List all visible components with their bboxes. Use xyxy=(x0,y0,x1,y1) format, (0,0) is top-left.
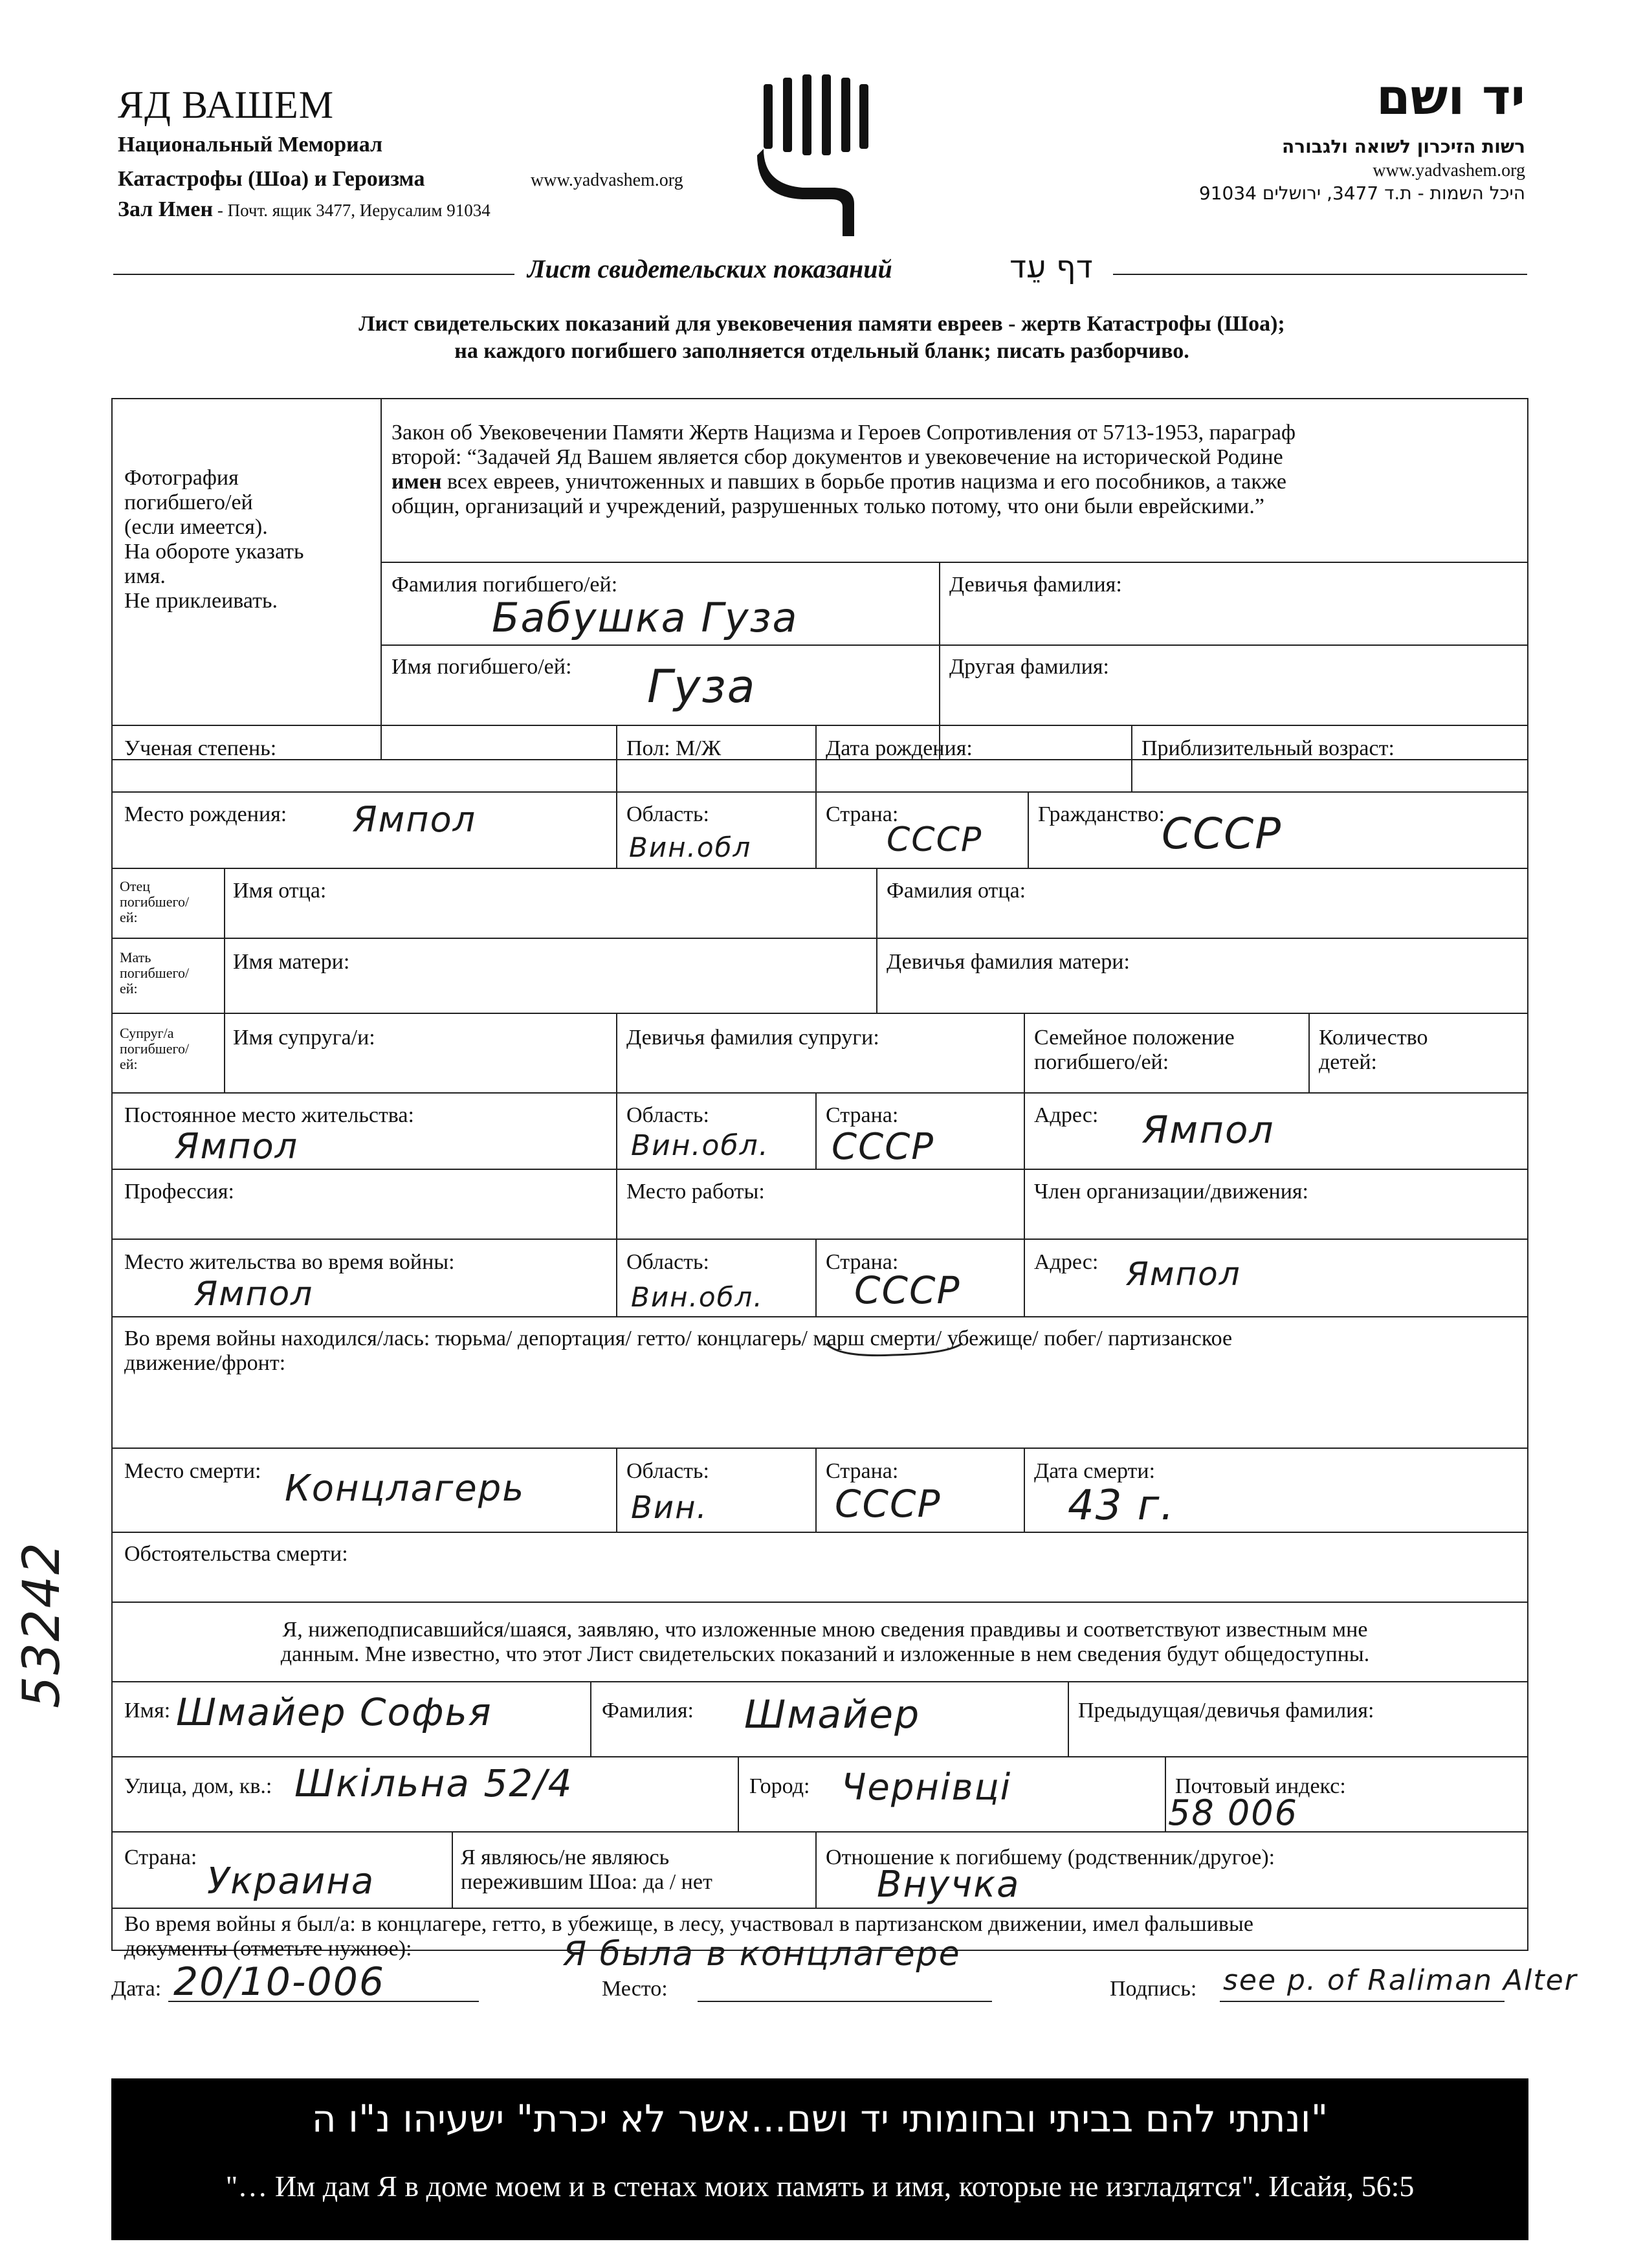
war-self-value: Я была в концлагере xyxy=(563,1935,961,1974)
war-self-label: Во время войны я был/а: в концлагере, гетто, в убежище, в лесу, участвовал в партизанском движении, имел фальшивые документы (отметьте нужное): xyxy=(124,1912,1253,1961)
org-name-he: יד ושם xyxy=(1376,68,1525,126)
org-line4: Зал Имен - Почт. ящик 3477, Иерусалим 91034 xyxy=(118,197,491,221)
death-date-value: 43 г. xyxy=(1068,1482,1175,1530)
death-date-label: Дата смерти: xyxy=(1034,1459,1156,1483)
sub-country-label: Страна: xyxy=(124,1845,197,1869)
postcode-label: Почтовый индекс: xyxy=(1175,1774,1346,1798)
sheet-title: Лист свидетельских показаний xyxy=(527,254,892,283)
org-url: www.yadvashem.org xyxy=(531,170,683,190)
title-rule-left xyxy=(113,274,514,275)
war-address-cell[interactable] xyxy=(1024,1239,1528,1317)
death-place-label: Место смерти: xyxy=(124,1459,261,1483)
war-status-label: Во время войны находился/лась: тюрьма/ депортация/ гетто/ концлагерь/ марш смерти/ убежище/ побег/ партизанское движение/фронт: xyxy=(124,1327,1233,1375)
res-country-label: Страна: xyxy=(826,1103,899,1127)
relation-value: Внучка xyxy=(877,1864,1020,1906)
surname-value: Бабушка Гуза xyxy=(492,594,799,641)
sub-surname-label: Фамилия: xyxy=(602,1699,694,1723)
res-country-value: СССР xyxy=(832,1126,935,1168)
war-address-value: Ямпол xyxy=(1126,1255,1241,1293)
signature-value: see p. of Raliman Alter xyxy=(1223,1964,1578,1997)
residence-label: Постоянное место жительства: xyxy=(124,1103,414,1127)
photo-instructions: Фотография погибшего/ей (если имеется). На обороте указать имя. Не приклеивать. xyxy=(124,466,304,613)
title-rule-right xyxy=(1113,274,1527,275)
date-label: Дата: xyxy=(111,1977,162,2001)
maiden-name-label: Девичья фамилия: xyxy=(949,573,1122,597)
war-residence-value: Ямпол xyxy=(194,1275,314,1314)
birth-country-label: Страна: xyxy=(826,802,899,826)
mother-maiden-label: Девичья фамилия матери: xyxy=(887,950,1130,974)
first-name-value: Гуза xyxy=(647,660,756,713)
org-he-url: www.yadvashem.org xyxy=(1373,160,1525,181)
sub-country-value: Украина xyxy=(207,1860,375,1902)
first-name-label: Имя погибшего/ей: xyxy=(391,655,572,679)
sex-label: Пол: М/Ж xyxy=(626,736,722,760)
birth-country-value: СССР xyxy=(887,820,983,859)
footer-quote-he: "ונתתי להם בביתי ובחומותי יד ושם...אשר לא יכרת" ישעיהו נ"ו ה xyxy=(311,2097,1329,2141)
declaration-text: Я, нижеподписавшийся/шаяся, заявляю, что изложенные мною сведения правдивы и соответствуют известным мне данным. Мне известно, что этот Лист свидетельских показаний и изложенные в нем сведения будут общедоступны. xyxy=(280,1618,1370,1666)
spouse-side-label: Супруг/а погибшего/ ей: xyxy=(120,1025,190,1072)
sub-surname-value: Шмайер xyxy=(744,1692,921,1737)
birthplace-value: Ямпол xyxy=(353,799,477,840)
death-region-value: Вин. xyxy=(631,1490,708,1526)
res-address-cell[interactable] xyxy=(1024,1092,1528,1170)
sheet-title-he: דף עֵד xyxy=(1009,249,1093,285)
date-value: 20/10-006 xyxy=(173,1959,386,2005)
spouse-name-cell[interactable] xyxy=(224,1013,617,1094)
citizenship-value: СССР xyxy=(1162,809,1283,859)
res-address-label: Адрес: xyxy=(1034,1103,1099,1127)
org-he-line2: רשות הזיכרון לשואה ולגבורה xyxy=(1282,136,1525,157)
death-country-label: Страна: xyxy=(826,1459,899,1483)
res-address-value: Ямпол xyxy=(1142,1108,1275,1152)
place-line xyxy=(698,2001,992,2002)
war-status-underline xyxy=(825,1339,964,1359)
birth-region-label: Область: xyxy=(626,802,709,826)
spouse-maiden-cell[interactable] xyxy=(616,1013,1025,1094)
other-surname-label: Другая фамилия: xyxy=(949,655,1109,679)
membership-label: Член организации/движения: xyxy=(1034,1180,1308,1204)
residence-value: Ямпол xyxy=(175,1126,299,1167)
street-value: Шкільна 52/4 xyxy=(294,1761,573,1805)
res-region-label: Область: xyxy=(626,1103,709,1127)
org-line3: Катастрофы (Шоа) и Героизма xyxy=(118,167,425,191)
mother-name-label: Имя матери: xyxy=(233,950,350,974)
children-count-label: Количество детей: xyxy=(1319,1026,1428,1074)
org-he-line4: היכל השמות - ת.ד 3477, ירושלים 91034 xyxy=(1198,182,1525,204)
city-value: Чернівці xyxy=(841,1767,1012,1809)
war-region-value: Вин.обл. xyxy=(631,1281,764,1313)
relation-label: Отношение к погибшему (родственник/другое): xyxy=(826,1845,1275,1869)
postcode-value: 58 006 xyxy=(1168,1792,1298,1833)
spouse-name-label: Имя супруга/и: xyxy=(233,1026,375,1050)
degree-label: Ученая степень: xyxy=(124,736,277,760)
war-country-value: СССР xyxy=(854,1268,961,1312)
signature-line xyxy=(1220,2001,1505,2002)
birthplace-label: Место рождения: xyxy=(124,802,287,826)
mother-maiden-cell[interactable] xyxy=(876,938,1528,1014)
res-region-value: Вин.обл. xyxy=(631,1129,769,1162)
father-surname-label: Фамилия отца: xyxy=(887,879,1026,903)
death-country-value: СССР xyxy=(835,1482,942,1526)
death-circumstances-label: Обстоятельства смерти: xyxy=(124,1542,348,1566)
birth-region-value: Вин.обл xyxy=(629,831,752,863)
father-name-label: Имя отца: xyxy=(233,879,327,903)
law-text: Закон об Увековечении Памяти Жертв Нацизма и Героев Сопротивления от 5713-1953, параграф второй: “Задачей Яд Вашем является сбор документов и увековечение на исторической Родине имен всех евреев, уничтоженных и павших в борьбе против нацизма и его пособников, а также общин, организаций и учреждений, разрушенных только потому, что они были еврейскими.” xyxy=(391,421,1296,518)
father-side-label: Отец погибшего/ ей: xyxy=(120,878,190,925)
approx-age-label: Приблизительный возраст: xyxy=(1141,736,1395,760)
death-region-label: Область: xyxy=(626,1459,709,1483)
intro-text: Лист свидетельских показаний для увековечения памяти евреев - жертв Катастрофы (Шоа); на каждого погибшего заполняется отдельный бланк; писать разборчиво. xyxy=(358,312,1285,363)
war-address-label: Адрес: xyxy=(1034,1250,1099,1274)
profession-label: Профессия: xyxy=(124,1180,234,1204)
city-label: Город: xyxy=(749,1774,810,1798)
signature-label: Подпись: xyxy=(1110,1977,1197,2001)
war-residence-label: Место жительства во время войны: xyxy=(124,1250,455,1274)
spouse-maiden-label: Девичья фамилия супруги: xyxy=(626,1026,879,1050)
margin-number: 53242 xyxy=(13,1541,71,1708)
mother-name-cell[interactable] xyxy=(224,938,877,1014)
yad-vashem-logo xyxy=(757,71,874,239)
marital-status-label: Семейное положение погибшего/ей: xyxy=(1034,1026,1235,1074)
surname-label: Фамилия погибшего/ей: xyxy=(391,573,618,597)
org-line2: Национальный Мемориал xyxy=(118,133,383,157)
sub-name-label: Имя: xyxy=(124,1699,171,1723)
death-place-value: Концлагерь xyxy=(285,1468,525,1510)
war-country-label: Страна: xyxy=(826,1250,899,1274)
sub-prev-surname-label: Предыдущая/девичья фамилия: xyxy=(1078,1699,1374,1723)
place-label: Место: xyxy=(602,1977,668,2001)
street-label: Улица, дом, кв.: xyxy=(124,1774,272,1798)
footer-banner xyxy=(111,2078,1528,2240)
war-region-label: Область: xyxy=(626,1250,709,1274)
org-name-ru: ЯД ВАШЕМ xyxy=(118,83,335,126)
sub-name-value: Шмайер Софья xyxy=(176,1690,492,1734)
citizenship-label: Гражданство: xyxy=(1038,802,1165,826)
survivor-label: Я являюсь/не являюсь пережившим Шоа: да / нет xyxy=(461,1845,712,1894)
mother-side-label: Мать погибшего/ ей: xyxy=(120,949,190,996)
workplace-label: Место работы: xyxy=(626,1180,765,1204)
dob-label: Дата рождения: xyxy=(826,736,973,760)
footer-quote-ru: "… Им дам Я в доме моем и в стенах моих память и имя, которые не изгладятся". Исайя, 56:5 xyxy=(225,2170,1415,2203)
